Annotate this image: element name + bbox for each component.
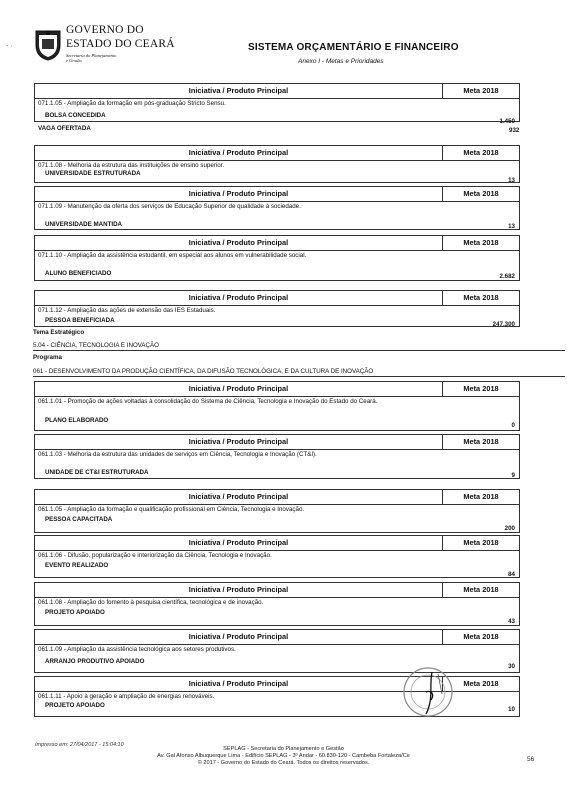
initiative-header: Iniciativa / Produto Principal [35, 435, 443, 449]
block-header [35, 490, 519, 505]
main-product: EVENTO REALIZADO [45, 562, 109, 569]
block-body [35, 550, 519, 577]
extra-product-value: 932 [509, 127, 520, 134]
margin-mark: - · [6, 43, 13, 50]
main-product: BOLSA CONCEDIDA [45, 112, 106, 119]
initiative-block [34, 434, 520, 479]
initiative-block [34, 489, 520, 533]
initiative-description: 061.1.01 - Promoção de ações voltadas à consolidação do Sistema de Ciência, Tecnologia e Inovação do Estado do Ceará. [38, 398, 378, 405]
program-divider [33, 376, 565, 377]
main-product: PLANO ELABORADO [45, 417, 109, 424]
initiative-description: 061.1.08 - Ampliação do fomento à pesquisa científica, tecnológica e de inovação. [38, 599, 264, 606]
initiative-header: Iniciativa / Produto Principal [35, 291, 443, 305]
block-header [35, 435, 519, 450]
initiative-block [34, 535, 520, 578]
footer-line1: SEPLAG - Secretaria do Planejamento e Gestão [223, 746, 344, 752]
initiative-block [34, 381, 520, 431]
block-body [35, 160, 519, 182]
meta-value: 84 [508, 571, 515, 578]
meta-header: Meta 2018 [463, 189, 499, 198]
document-title: SISTEMA ORÇAMENTÁRIO E FINANCEIRO [248, 42, 459, 53]
initiative-header: Iniciativa / Produto Principal [35, 236, 443, 250]
initiative-description: 071.1.05 - Ampliação da formação em pós-graduação Stricto Sensu. [38, 100, 226, 107]
government-name-line2: ESTADO DO CEARÁ [66, 38, 175, 50]
meta-value: 13 [508, 223, 515, 230]
block-header [35, 630, 519, 645]
initiative-block [34, 83, 520, 125]
footer-line3: © 2017 - Governo do Estado do Ceará. Todos os direitos reservados. [197, 760, 370, 766]
initiative-header: Iniciativa / Produto Principal [35, 536, 443, 550]
meta-header: Meta 2018 [463, 86, 499, 95]
meta-header: Meta 2018 [463, 538, 499, 547]
extra-product-label: VAGA OFERTADA [38, 125, 91, 132]
initiative-block [34, 582, 520, 626]
meta-value: 9 [511, 472, 515, 479]
initiative-block [34, 235, 520, 281]
initiative-block [34, 290, 520, 327]
meta-value: 43 [508, 618, 515, 625]
programa-value: 061 - DESENVOLVIMENTO DA PRODUÇÃO CIENTÍFICA, DA DIFUSÃO TECNOLÓGICA, E DA CULTURA DE INOVAÇÃO [33, 368, 374, 375]
block-body [35, 201, 519, 229]
section-divider [33, 350, 565, 351]
meta-value: 0 [511, 422, 515, 429]
main-product: PROJETO APOIADO [45, 702, 105, 709]
meta-value: 13 [508, 177, 515, 184]
initiative-description: 061.1.06 - Difusão, popularização e interiorização da Ciência, Tecnologia e Inovação. [38, 552, 272, 559]
main-product: ALUNO BENEFICIADO [45, 270, 112, 277]
initiative-description: 071.1.08 - Melhoria da estrutura das instituições de ensino superior. [38, 162, 225, 169]
initiative-header: Iniciativa / Produto Principal [35, 583, 443, 597]
meta-value: 247.300 [492, 321, 515, 328]
block-body [35, 597, 519, 625]
government-name-line1: GOVERNO DO [66, 24, 144, 36]
initiative-description: 071.1.10 - Ampliação da assistência estudantil, em especial aos alunos em vulnerabilidade social. [38, 252, 307, 259]
meta-value: 200 [504, 525, 515, 532]
meta-header: Meta 2018 [463, 492, 499, 501]
initiative-block [34, 145, 520, 183]
block-header [35, 583, 519, 598]
block-header [35, 187, 519, 202]
meta-header: Meta 2018 [463, 679, 499, 688]
block-body [35, 98, 519, 125]
document-subtitle: Anexo I - Metas e Prioridades [298, 58, 384, 65]
block-header [35, 382, 519, 397]
meta-header: Meta 2018 [463, 293, 499, 302]
block-body [35, 449, 519, 478]
block-header [35, 536, 519, 551]
meta-value: 2.682 [499, 273, 515, 280]
meta-header: Meta 2018 [463, 632, 499, 641]
initiative-header: Iniciativa / Produto Principal [35, 677, 443, 691]
printed-timestamp: Impresso em: 27/04/2017 - 15:04:10 [35, 742, 124, 748]
initiative-description: 061.1.05 - Ampliação da formação e qualificação profissional em Ciência, Tecnologia e Inovação. [38, 506, 305, 513]
tema-label: Tema Estratégico [33, 329, 85, 336]
page-number: 56 [527, 756, 535, 763]
block-header [35, 236, 519, 251]
block-body [35, 504, 519, 532]
initiative-header: Iniciativa / Produto Principal [35, 84, 443, 98]
main-product: UNIVERSIDADE MANTIDA [45, 221, 123, 228]
main-product: PROJETO APOIADO [45, 609, 105, 616]
initiative-header: Iniciativa / Produto Principal [35, 187, 443, 201]
meta-value: 30 [508, 663, 515, 670]
meta-header: Meta 2018 [463, 384, 499, 393]
initiative-header: Iniciativa / Produto Principal [35, 630, 443, 644]
meta-header: Meta 2018 [463, 585, 499, 594]
block-body [35, 396, 519, 430]
meta-value: 1.450 [499, 118, 515, 125]
state-coat-of-arms-icon [33, 27, 63, 61]
initiative-description: 071.1.09 - Manutenção da oferta dos serviços de Educação Superior de qualidade à sociedade. [38, 203, 301, 210]
meta-value: 10 [508, 706, 515, 713]
main-product: PESSOA CAPACITADA [45, 516, 113, 523]
initiative-description: 061.1.09 - Ampliação da assistência tecnológica aos setores produtivos. [38, 646, 236, 653]
meta-header: Meta 2018 [463, 238, 499, 247]
initiative-description: 071.1.12 - Ampliação das ações de extensão das IES Estaduais. [38, 307, 216, 314]
block-header [35, 291, 519, 306]
block-header [35, 146, 519, 161]
initiative-header: Iniciativa / Produto Principal [35, 146, 443, 160]
procuradoria-stamp [398, 664, 456, 718]
main-product: ARRANJO PRODUTIVO APOIADO [45, 658, 145, 665]
initiative-description: 061.1.11 - Apoio à geração e ampliação de energias renováveis. [38, 693, 215, 700]
initiative-description: 061.1.03 - Melhoria da estrutura das unidades de serviços em Ciência, Tecnologia e Inovação (CT&I). [38, 451, 317, 458]
meta-header: Meta 2018 [463, 148, 499, 157]
footer-line2: Av. Gal Afonso Albuquerque Lima - Edifício SEPLAG - 3º Andar - 60.830-120 - Cambeba Fortaleza/Ce [157, 753, 410, 759]
main-product: PESSOA BENEFICIADA [45, 317, 115, 324]
programa-label: Programa [33, 354, 62, 361]
main-product: UNIVERSIDADE ESTRUTURADA [45, 170, 141, 177]
meta-header: Meta 2018 [463, 437, 499, 446]
block-header [35, 84, 519, 99]
block-body [35, 250, 519, 280]
block-body [35, 305, 519, 326]
initiative-block [34, 186, 520, 230]
initiative-header: Iniciativa / Produto Principal [35, 382, 443, 396]
secretariat-name: Secretaria do Planejamento e Gestão [66, 53, 117, 63]
main-product: UNIDADE DE CT&I ESTRUTURADA [45, 469, 149, 476]
initiative-header: Iniciativa / Produto Principal [35, 490, 443, 504]
tema-value: 5.04 - CIÊNCIA, TECNOLOGIA E INOVAÇÃO [33, 342, 159, 349]
